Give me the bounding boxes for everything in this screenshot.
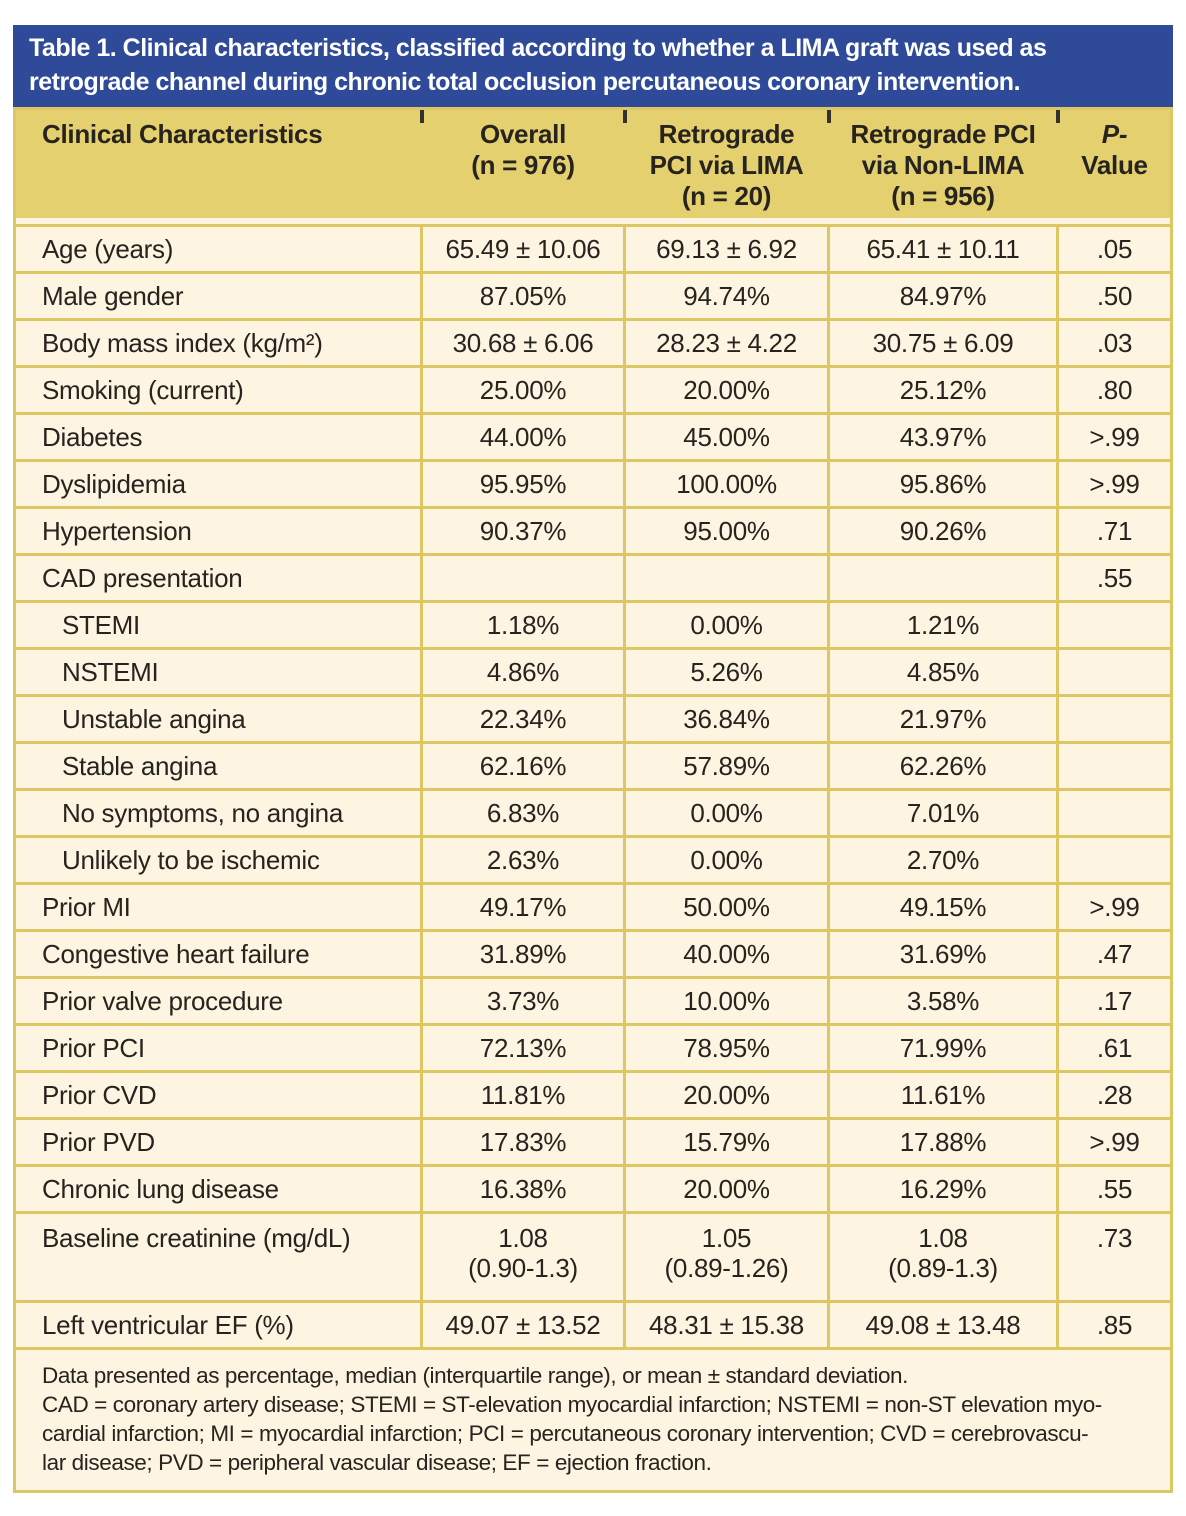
- cell-overall: 2.63%: [423, 838, 623, 882]
- row-label: Body mass index (kg/m²): [16, 321, 420, 365]
- cell-overall: 62.16%: [423, 744, 623, 788]
- cell-overall: 87.05%: [423, 274, 623, 318]
- cell-retrograde-non-lima: 30.75 ± 6.09: [830, 321, 1056, 365]
- cell-retrograde-lima: 45.00%: [626, 415, 827, 459]
- cell-retrograde-lima: 0.00%: [626, 838, 827, 882]
- cell-p-value: .03: [1059, 321, 1170, 365]
- text-line: 1.08: [498, 1223, 548, 1253]
- cell-retrograde-lima: 28.23 ± 4.22: [626, 321, 827, 365]
- cell-retrograde-lima: 40.00%: [626, 932, 827, 976]
- text-line: Table 1. Clinical characteristics, classified according to whether a LIMA graft was used as: [29, 34, 1047, 62]
- text-line: (n = 20): [681, 181, 772, 211]
- row-label: Diabetes: [16, 415, 420, 459]
- cell-retrograde-non-lima: 43.97%: [830, 415, 1056, 459]
- cell-retrograde-non-lima: 95.86%: [830, 462, 1056, 506]
- cell-retrograde-non-lima: 4.85%: [830, 650, 1056, 694]
- text-line: (0.90-1.3): [468, 1253, 578, 1283]
- cell-retrograde-lima: 78.95%: [626, 1026, 827, 1070]
- row-label: Smoking (current): [16, 368, 420, 412]
- table-body: [16, 224, 1170, 1347]
- cell-retrograde-non-lima: 3.58%: [830, 979, 1056, 1023]
- row-label: Prior MI: [16, 885, 420, 929]
- row-label: Male gender: [16, 274, 420, 318]
- cell-p-value: .71: [1059, 509, 1170, 553]
- cell-overall: 3.73%: [423, 979, 623, 1023]
- table-row: [16, 227, 1170, 271]
- row-label: CAD presentation: [16, 556, 420, 600]
- cell-retrograde-lima: 15.79%: [626, 1120, 827, 1164]
- cell-p-value: .55: [1059, 556, 1170, 600]
- row-label: Hypertension: [16, 509, 420, 553]
- cell-overall: 6.83%: [423, 791, 623, 835]
- text-line: (n = 956): [891, 181, 995, 211]
- cell-overall: 65.49 ± 10.06: [423, 227, 623, 271]
- header-row: [16, 110, 1170, 218]
- text-line: CAD = coronary artery disease; STEMI = ST-elevation myocardial infarction; NSTEMI = non-ST elevation myo-: [42, 1392, 1102, 1417]
- cell-p-value: .05: [1059, 227, 1170, 271]
- cell-retrograde-lima: 69.13 ± 6.92: [626, 227, 827, 271]
- table-row: [16, 509, 1170, 553]
- row-label: Congestive heart failure: [16, 932, 420, 976]
- text-line: via Non-LIMA: [861, 150, 1025, 180]
- text-line: Retrograde PCI: [850, 119, 1036, 149]
- row-label: Stable angina: [16, 744, 420, 788]
- table-row: [16, 697, 1170, 741]
- header-retrograde-pci-via-lima: [626, 119, 827, 212]
- table-row: [16, 979, 1170, 1023]
- row-label: Prior PVD: [16, 1120, 420, 1164]
- cell-retrograde-lima: 50.00%: [626, 885, 827, 929]
- text-line: Data presented as percentage, median (interquartile range), or mean ± standard deviation.: [42, 1363, 909, 1388]
- cell-overall: 25.00%: [423, 368, 623, 412]
- cell-p-value: >.99: [1059, 1120, 1170, 1164]
- header-clinical-characteristics: Clinical Characteristics: [42, 119, 323, 149]
- cell-retrograde-lima: 20.00%: [626, 368, 827, 412]
- cell-retrograde-non-lima: 1.21%: [830, 603, 1056, 647]
- header-p-value: [1059, 119, 1170, 212]
- table-title-banner: [13, 25, 1173, 107]
- cell-p-value: .80: [1059, 368, 1170, 412]
- cell-overall: 4.86%: [423, 650, 623, 694]
- row-label: Unstable angina: [16, 697, 420, 741]
- text-line: Overall: [479, 119, 567, 149]
- cell-retrograde-non-lima: 11.61%: [830, 1073, 1056, 1117]
- cell-retrograde-lima: [626, 1214, 827, 1300]
- cell-overall: 90.37%: [423, 509, 623, 553]
- cell-overall: 95.95%: [423, 462, 623, 506]
- cell-p-value: .55: [1059, 1167, 1170, 1211]
- table-footnote: [16, 1347, 1170, 1490]
- cell-retrograde-non-lima: 71.99%: [830, 1026, 1056, 1070]
- row-label: STEMI: [16, 603, 420, 647]
- text-line: PCI via LIMA: [649, 150, 804, 180]
- text-line: (0.89-1.3): [888, 1253, 998, 1283]
- row-label: Prior PCI: [16, 1026, 420, 1070]
- text-line: P-: [1101, 119, 1128, 149]
- cell-retrograde-non-lima: 21.97%: [830, 697, 1056, 741]
- cell-retrograde-lima: 20.00%: [626, 1073, 827, 1117]
- text-line: 1.08: [918, 1223, 968, 1253]
- cell-retrograde-non-lima: 84.97%: [830, 274, 1056, 318]
- text-line: retrograde channel during chronic total occlusion percutaneous coronary intervention.: [29, 68, 1021, 96]
- cell-retrograde-non-lima: 62.26%: [830, 744, 1056, 788]
- cell-retrograde-non-lima: 31.69%: [830, 932, 1056, 976]
- row-label: Age (years): [16, 227, 420, 271]
- cell-overall: 30.68 ± 6.06: [423, 321, 623, 365]
- table-row: [16, 1303, 1170, 1347]
- table-row: [16, 274, 1170, 318]
- table-row: [16, 1026, 1170, 1070]
- cell-p-value: [1059, 697, 1170, 741]
- cell-retrograde-non-lima: [830, 556, 1056, 600]
- cell-retrograde-lima: 100.00%: [626, 462, 827, 506]
- cell-overall: 16.38%: [423, 1167, 623, 1211]
- cell-overall: 17.83%: [423, 1120, 623, 1164]
- cell-overall: 49.17%: [423, 885, 623, 929]
- text-line: Value: [1081, 150, 1148, 180]
- cell-overall: 1.18%: [423, 603, 623, 647]
- cell-retrograde-lima: 57.89%: [626, 744, 827, 788]
- row-label: Left ventricular EF (%): [16, 1303, 420, 1347]
- text-line: (n = 976): [471, 150, 575, 180]
- cell-overall: 72.13%: [423, 1026, 623, 1070]
- cell-p-value: [1059, 650, 1170, 694]
- cell-retrograde-lima: 0.00%: [626, 791, 827, 835]
- text-line: (0.89-1.26): [664, 1253, 789, 1283]
- text-line: Retrograde: [658, 119, 795, 149]
- cell-retrograde-lima: 94.74%: [626, 274, 827, 318]
- table-row: [16, 368, 1170, 412]
- cell-overall: 44.00%: [423, 415, 623, 459]
- row-label: Baseline creatinine (mg/dL): [16, 1214, 420, 1300]
- table-row: [16, 791, 1170, 835]
- cell-overall: 31.89%: [423, 932, 623, 976]
- row-label: No symptoms, no angina: [16, 791, 420, 835]
- row-label: Unlikely to be ischemic: [16, 838, 420, 882]
- row-label: Chronic lung disease: [16, 1167, 420, 1211]
- cell-p-value: .50: [1059, 274, 1170, 318]
- cell-overall: 49.07 ± 13.52: [423, 1303, 623, 1347]
- cell-retrograde-lima: 5.26%: [626, 650, 827, 694]
- cell-overall: 11.81%: [423, 1073, 623, 1117]
- cell-p-value: >.99: [1059, 462, 1170, 506]
- cell-retrograde-non-lima: 16.29%: [830, 1167, 1056, 1211]
- cell-retrograde-non-lima: 17.88%: [830, 1120, 1056, 1164]
- table-row: [16, 1073, 1170, 1117]
- cell-p-value: .73: [1059, 1214, 1170, 1300]
- text-line: lar disease; PVD = peripheral vascular disease; EF = ejection fraction.: [42, 1450, 712, 1475]
- cell-retrograde-lima: 20.00%: [626, 1167, 827, 1211]
- row-label: Prior valve procedure: [16, 979, 420, 1023]
- table-row: [16, 885, 1170, 929]
- cell-retrograde-lima: 36.84%: [626, 697, 827, 741]
- table-row: [16, 1167, 1170, 1211]
- cell-retrograde-lima: [626, 556, 827, 600]
- cell-p-value: .28: [1059, 1073, 1170, 1117]
- cell-p-value: .17: [1059, 979, 1170, 1023]
- cell-p-value: >.99: [1059, 415, 1170, 459]
- cell-p-value: .47: [1059, 932, 1170, 976]
- cell-retrograde-non-lima: 49.08 ± 13.48: [830, 1303, 1056, 1347]
- cell-overall: 22.34%: [423, 697, 623, 741]
- cell-p-value: >.99: [1059, 885, 1170, 929]
- cell-p-value: .61: [1059, 1026, 1170, 1070]
- cell-retrograde-non-lima: 7.01%: [830, 791, 1056, 835]
- cell-retrograde-non-lima: 90.26%: [830, 509, 1056, 553]
- table-row: [16, 1120, 1170, 1164]
- text-line: cardial infarction; MI = myocardial infarction; PCI = percutaneous coronary intervention; CVD = cerebrovascu-: [42, 1421, 1089, 1446]
- clinical-characteristics-table: [13, 107, 1173, 1493]
- cell-overall: [423, 556, 623, 600]
- table-row: [16, 415, 1170, 459]
- table-row: [16, 603, 1170, 647]
- cell-p-value: [1059, 791, 1170, 835]
- table-row: [16, 838, 1170, 882]
- table-row: [16, 650, 1170, 694]
- cell-retrograde-non-lima: 65.41 ± 10.11: [830, 227, 1056, 271]
- cell-retrograde-lima: 95.00%: [626, 509, 827, 553]
- header-retrograde-pci-via-non-lima: [830, 119, 1056, 212]
- row-label: Dyslipidemia: [16, 462, 420, 506]
- cell-overall: [423, 1214, 623, 1300]
- table-row: [16, 744, 1170, 788]
- cell-retrograde-lima: 48.31 ± 15.38: [626, 1303, 827, 1347]
- row-label: Prior CVD: [16, 1073, 420, 1117]
- table-row: [16, 1214, 1170, 1300]
- cell-p-value: .85: [1059, 1303, 1170, 1347]
- cell-retrograde-lima: 10.00%: [626, 979, 827, 1023]
- cell-retrograde-lima: 0.00%: [626, 603, 827, 647]
- table-row: [16, 556, 1170, 600]
- text-line: 1.05: [701, 1223, 752, 1253]
- cell-retrograde-non-lima: 2.70%: [830, 838, 1056, 882]
- cell-p-value: [1059, 603, 1170, 647]
- cell-retrograde-non-lima: 25.12%: [830, 368, 1056, 412]
- row-label: NSTEMI: [16, 650, 420, 694]
- table-row: [16, 462, 1170, 506]
- cell-retrograde-non-lima: 49.15%: [830, 885, 1056, 929]
- cell-p-value: [1059, 838, 1170, 882]
- cell-retrograde-non-lima: [830, 1214, 1056, 1300]
- cell-p-value: [1059, 744, 1170, 788]
- table-row: [16, 932, 1170, 976]
- table-row: [16, 321, 1170, 365]
- header-overall: [423, 119, 623, 212]
